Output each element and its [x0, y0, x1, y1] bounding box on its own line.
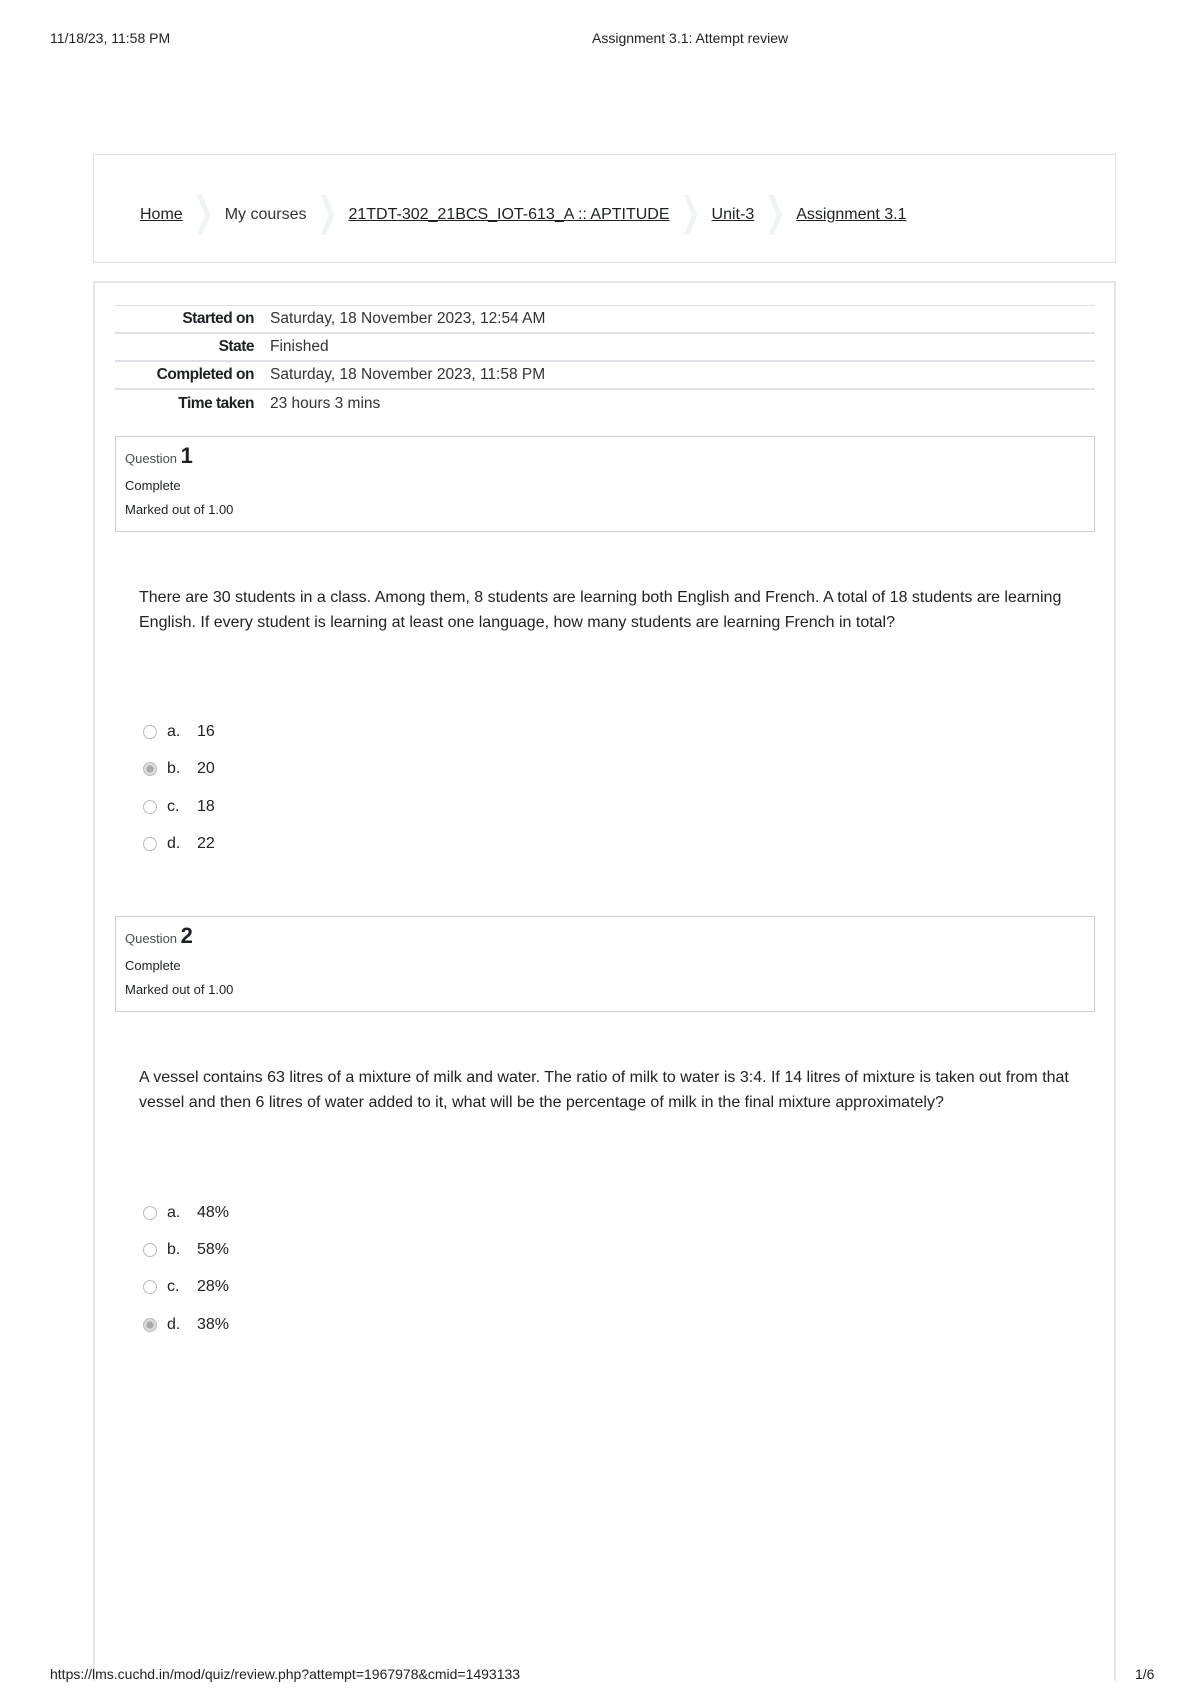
breadcrumb-separator — [768, 195, 782, 235]
question-2-info — [115, 916, 1095, 1012]
q2-option-d — [143, 1316, 229, 1334]
option-letter: b. — [167, 760, 181, 777]
breadcrumb-home[interactable]: Home — [140, 206, 183, 223]
summary-row — [115, 390, 1095, 418]
q1-option-d — [143, 835, 215, 853]
radio-button[interactable] — [143, 800, 157, 814]
breadcrumb-separator — [320, 195, 334, 235]
page-number: 1/6 — [1135, 1666, 1155, 1682]
option-text: 58% — [197, 1241, 230, 1258]
summary-value: Saturday, 18 November 2023, 12:54 AM — [270, 310, 546, 327]
breadcrumb-separator — [197, 195, 211, 235]
summary-label: State — [218, 338, 254, 355]
summary-row — [115, 306, 1095, 334]
q1-option-b — [143, 760, 215, 778]
q2-option-b — [143, 1241, 229, 1259]
summary-label: Started on — [182, 310, 254, 327]
q1-option-c — [143, 798, 215, 816]
summary-value: Finished — [270, 338, 329, 355]
radio-button-selected[interactable] — [143, 762, 157, 776]
question-label: Question — [125, 451, 178, 466]
radio-button[interactable] — [143, 1206, 157, 1220]
print-datetime: 11/18/23, 11:58 PM — [50, 30, 171, 46]
question-number: 2 — [180, 923, 193, 948]
option-text: 18 — [197, 798, 215, 815]
breadcrumb-my-courses: My courses — [224, 206, 307, 223]
option-text: 28% — [197, 1278, 230, 1295]
breadcrumb-course[interactable]: 21TDT-302_21BCS_IOT-613_A :: APTITUDE — [348, 206, 670, 223]
question-label: Question — [125, 931, 178, 946]
radio-button[interactable] — [143, 837, 157, 851]
option-letter: d. — [167, 835, 181, 852]
question-2-text: A vessel contains 63 litres of a mixture of milk and water. The ratio of milk to water is 3:4. If 14 litres of mixture is taken out from that vessel and then 6 litres of water added to it, what will be the percentage of milk in the final mixture approximately? — [139, 1069, 1069, 1111]
option-letter: c. — [167, 798, 180, 815]
option-text: 22 — [197, 835, 215, 852]
breadcrumb-unit[interactable]: Unit-3 — [711, 206, 755, 223]
print-url: https://lms.cuchd.in/mod/quiz/review.php?attempt=1967978&cmid=1493133 — [50, 1666, 521, 1682]
option-text: 38% — [197, 1316, 230, 1333]
summary-label: Time taken — [178, 395, 254, 412]
summary-row — [115, 334, 1095, 362]
question-marks: Marked out of 1.00 — [125, 982, 234, 997]
summary-row — [115, 362, 1095, 390]
radio-button[interactable] — [143, 725, 157, 739]
summary-label: Completed on — [156, 366, 254, 383]
question-1-text: There are 30 students in a class. Among them, 8 students are learning both English and French. A total of 18 students are learning English. If every student is learning at least one language, how many students are learning French in total? — [139, 589, 1062, 631]
q2-option-c — [143, 1278, 229, 1296]
option-text: 20 — [197, 760, 215, 777]
option-letter: d. — [167, 1316, 181, 1333]
print-title: Assignment 3.1: Attempt review — [592, 30, 789, 46]
question-status: Complete — [125, 478, 181, 493]
option-letter: a. — [167, 723, 181, 740]
summary-value: Saturday, 18 November 2023, 11:58 PM — [270, 366, 546, 383]
option-text: 16 — [197, 723, 215, 740]
question-number: 1 — [180, 443, 193, 468]
attempt-review-region — [93, 281, 1116, 1681]
radio-button[interactable] — [143, 1243, 157, 1257]
question-status: Complete — [125, 958, 181, 973]
option-letter: c. — [167, 1278, 180, 1295]
option-letter: a. — [167, 1204, 181, 1221]
summary-value: 23 hours 3 mins — [270, 395, 381, 412]
q1-option-a — [143, 723, 215, 741]
attempt-summary-table — [115, 305, 1095, 418]
breadcrumb-separator — [684, 195, 698, 235]
q2-option-a — [143, 1204, 229, 1222]
question-1-info — [115, 436, 1095, 532]
option-text: 48% — [197, 1204, 230, 1221]
option-letter: b. — [167, 1241, 181, 1258]
radio-button-selected[interactable] — [143, 1318, 157, 1332]
question-marks: Marked out of 1.00 — [125, 502, 234, 517]
radio-button[interactable] — [143, 1280, 157, 1294]
breadcrumb-assignment[interactable]: Assignment 3.1 — [796, 206, 907, 223]
breadcrumb — [93, 154, 1116, 263]
